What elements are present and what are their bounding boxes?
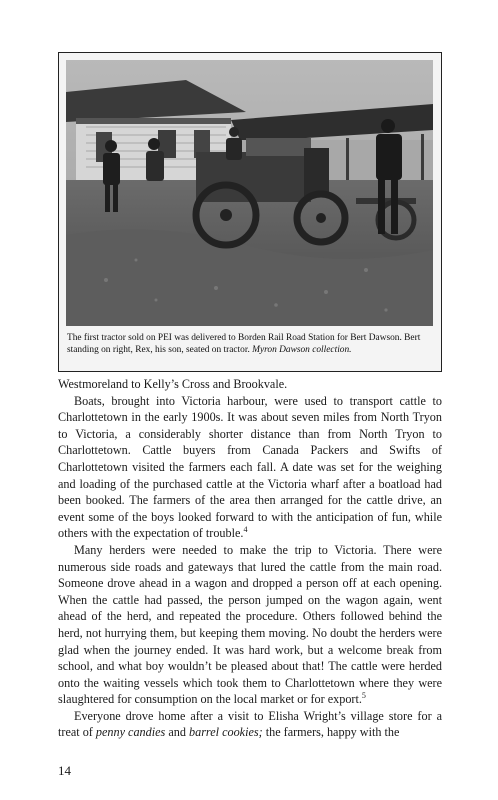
paragraph	[58, 376, 442, 393]
page-number: 14	[58, 763, 71, 778]
footnote-marker: 4	[243, 525, 248, 535]
body-text	[58, 376, 442, 741]
paragraph-text: Many herders were needed to make the trip to Victoria. There were numerous side roads and gateways that lured the cattle from the main road. Someone drove ahead in a wagon and dropped a person off at each opening. When the cattle had passed, the person jumped on the wagon again, went ahead of the herd, and repeated the procedure. Others followed behind the herd, not hurrying them, but keeping them moving. No doubt the herders were glad when the journey ended. It was hard work, but a welcome break from school, and what boy wouldn’t be pleased about that! The cattle were herded onto the waiting vessels which took them to Charlottetown where they were slaughtered for consumption on the local market or for export.	[58, 542, 442, 707]
emphasis-text: penny candies	[95, 725, 166, 740]
paragraph	[58, 708, 442, 741]
paragraph-text: the farmers, happy with the	[262, 725, 400, 740]
paragraph-text: Westmoreland to Kelly’s Cross and Brookvale.	[58, 377, 288, 391]
photo-figure	[58, 52, 442, 372]
caption-text: The first tractor sold on PEI was delivered to Borden Rail Road Station for Bert Dawson. Bert standing on right, Rex, his son, seated on tractor.	[67, 333, 421, 355]
photo-caption	[67, 332, 433, 356]
paragraph-text: Everyone drove home after a visit to Elisha Wright’s village store for a treat of	[58, 708, 442, 740]
paragraph-text: and	[165, 725, 189, 740]
caption-credit: Myron Dawson collection.	[252, 345, 352, 355]
historical-photo	[66, 60, 433, 326]
footnote-marker: 5	[361, 691, 366, 701]
paragraph	[58, 393, 442, 542]
paragraph	[58, 542, 442, 708]
paragraph-text: Boats, brought into Victoria harbour, were used to transport cattle to Charlottetown in the early 1900s. It was about seven miles from North Tryon to Victoria, a considerably shorter distance than from North Tryon to Charlottetown. Cattle buyers from Canada Packers and Swifts of Charlottetown visited the farmers each fall. A date was set for the weighing and loading of the purchased cattle at the Victoria wharf after a boatload had been booked. The farmers of the area then arranged for the cattle drive, an event some of the boys looked forward to with the anticipation of fun, while others with the expectation of trouble.	[58, 393, 442, 541]
emphasis-text: barrel cookies;	[189, 725, 263, 740]
